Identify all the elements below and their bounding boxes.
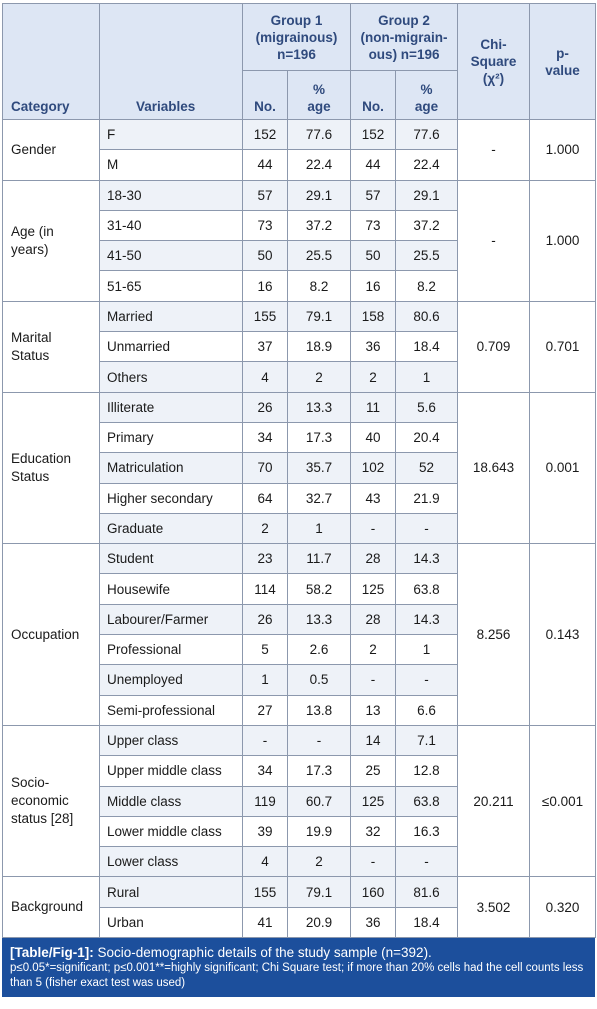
group2-count-cell: 158 — [351, 301, 396, 331]
group1-count-cell: 4 — [243, 362, 288, 392]
category-cell — [3, 725, 100, 876]
group2-count-cell: - — [351, 513, 396, 543]
percent-line: age — [414, 99, 439, 114]
chi-square-cell: 20.211 — [458, 725, 530, 876]
group2-count-cell: 36 — [351, 332, 396, 362]
group2-percent-cell: - — [396, 847, 458, 877]
group2-count-cell: 40 — [351, 422, 396, 452]
chi-square-cell: 0.709 — [458, 301, 530, 392]
variable-cell: Lower class — [100, 847, 243, 877]
chi-square-cell: - — [458, 120, 530, 181]
table-figure — [2, 3, 595, 997]
group1-count-cell: 2 — [243, 513, 288, 543]
group2-percent-cell: 8.2 — [396, 271, 458, 301]
group1-header — [243, 4, 351, 71]
group2-count-cell: 2 — [351, 635, 396, 665]
group1-percent-cell: 60.7 — [288, 786, 351, 816]
group1-percent-cell: 22.4 — [288, 150, 351, 180]
group1-percent-cell: 19.9 — [288, 816, 351, 846]
p-header-line: value — [545, 62, 580, 78]
group1-no-header: No. — [243, 71, 288, 120]
group2-count-cell: 36 — [351, 907, 396, 937]
group1-percent-cell: 79.1 — [288, 877, 351, 907]
category-line: years) — [11, 241, 49, 257]
p-value-cell: 1.000 — [530, 180, 596, 301]
variable-cell: 31-40 — [100, 210, 243, 240]
variable-cell: Middle class — [100, 786, 243, 816]
p-header-line: p- — [556, 45, 569, 61]
group2-percent-cell: 16.3 — [396, 816, 458, 846]
group2-percent-cell: 20.4 — [396, 422, 458, 452]
p-value-header — [530, 4, 596, 120]
group1-count-cell: 34 — [243, 756, 288, 786]
category-cell — [3, 180, 100, 301]
group2-percent-cell: 1 — [396, 362, 458, 392]
group2-header-line: ous) n=196 — [368, 46, 440, 62]
group1-percent-cell: 2 — [288, 847, 351, 877]
group2-count-cell: 44 — [351, 150, 396, 180]
group1-count-cell: 155 — [243, 877, 288, 907]
socio-demographic-table — [2, 3, 596, 938]
category-line: Marital — [11, 329, 52, 345]
group2-header — [351, 4, 458, 71]
group1-header-line: (migrainous) — [255, 29, 338, 45]
variable-cell: 51-65 — [100, 271, 243, 301]
group1-header-line: n=196 — [277, 46, 316, 62]
variable-cell: Matriculation — [100, 453, 243, 483]
group1-percent-header — [288, 71, 351, 120]
group2-no-header: No. — [351, 71, 396, 120]
group1-count-cell: 114 — [243, 574, 288, 604]
group1-count-cell: 50 — [243, 241, 288, 271]
category-cell — [3, 301, 100, 392]
group1-percent-cell: 11.7 — [288, 544, 351, 574]
chi-square-cell: 18.643 — [458, 392, 530, 543]
category-line: Gender — [11, 141, 57, 157]
group1-count-cell: 26 — [243, 392, 288, 422]
caption-note: p≤0.05*=significant; p≤0.001**=highly significant; Chi Square test; if more than 20% cells had the cell counts less than 5 (fisher exact test was used) — [10, 962, 584, 990]
group2-percent-cell: 63.8 — [396, 574, 458, 604]
category-line: Education — [11, 450, 72, 466]
p-value-cell: 0.701 — [530, 301, 596, 392]
group2-count-cell: 43 — [351, 483, 396, 513]
group1-percent-cell: 25.5 — [288, 241, 351, 271]
group1-count-cell: 34 — [243, 422, 288, 452]
group2-percent-cell: - — [396, 513, 458, 543]
group2-percent-cell: 22.4 — [396, 150, 458, 180]
group2-percent-cell: 18.4 — [396, 907, 458, 937]
group1-percent-cell: 37.2 — [288, 210, 351, 240]
group2-percent-header — [396, 71, 458, 120]
p-value-cell: 0.143 — [530, 544, 596, 726]
group1-percent-cell: 18.9 — [288, 332, 351, 362]
group2-count-cell: 13 — [351, 695, 396, 725]
group1-percent-cell: 17.3 — [288, 422, 351, 452]
group2-percent-cell: 29.1 — [396, 180, 458, 210]
chi-square-header — [458, 4, 530, 120]
group2-count-cell: 14 — [351, 725, 396, 755]
variable-cell: Married — [100, 301, 243, 331]
group2-percent-cell: 52 — [396, 453, 458, 483]
variable-cell: Lower middle class — [100, 816, 243, 846]
variable-cell: Illiterate — [100, 392, 243, 422]
group1-count-cell: 119 — [243, 786, 288, 816]
chi-header-line: (χ²) — [482, 71, 505, 86]
group1-percent-cell: 2 — [288, 362, 351, 392]
group2-count-cell: 11 — [351, 392, 396, 422]
p-value-cell: ≤0.001 — [530, 725, 596, 876]
variable-cell: 41-50 — [100, 241, 243, 271]
p-value-cell: 0.001 — [530, 392, 596, 543]
table-row — [3, 725, 596, 755]
group1-count-cell: 1 — [243, 665, 288, 695]
group1-percent-cell: 1 — [288, 513, 351, 543]
group2-count-cell: 73 — [351, 210, 396, 240]
group2-count-cell: 28 — [351, 604, 396, 634]
category-line: status [28] — [11, 811, 74, 827]
group2-count-cell: 102 — [351, 453, 396, 483]
table-row — [3, 120, 596, 150]
variable-cell: Upper middle class — [100, 756, 243, 786]
group1-count-cell: 5 — [243, 635, 288, 665]
group2-header-line: (non-migrain- — [360, 29, 448, 45]
group1-count-cell: 4 — [243, 847, 288, 877]
group2-header-line: Group 2 — [378, 12, 430, 28]
caption-title — [10, 944, 587, 961]
group1-percent-cell: 13.8 — [288, 695, 351, 725]
table-row — [3, 301, 596, 331]
group1-percent-cell: 0.5 — [288, 665, 351, 695]
group2-percent-cell: 81.6 — [396, 877, 458, 907]
group2-percent-cell: 6.6 — [396, 695, 458, 725]
table-row — [3, 180, 596, 210]
group1-count-cell: - — [243, 725, 288, 755]
group2-count-cell: 28 — [351, 544, 396, 574]
group1-percent-cell: 20.9 — [288, 907, 351, 937]
category-cell — [3, 120, 100, 181]
category-cell — [3, 877, 100, 938]
variable-cell: M — [100, 150, 243, 180]
category-line: Status — [11, 468, 50, 484]
variable-cell: Others — [100, 362, 243, 392]
group2-count-cell: - — [351, 665, 396, 695]
group1-percent-cell: 13.3 — [288, 604, 351, 634]
variables-header: Variables — [100, 4, 243, 120]
group1-percent-cell: 2.6 — [288, 635, 351, 665]
group1-percent-cell: 79.1 — [288, 301, 351, 331]
p-value-cell: 0.320 — [530, 877, 596, 938]
category-line: Background — [11, 899, 84, 915]
group1-count-cell: 37 — [243, 332, 288, 362]
category-line: Age (in — [11, 223, 54, 239]
variable-cell: Higher secondary — [100, 483, 243, 513]
variable-cell: Unmarried — [100, 332, 243, 362]
group1-percent-cell: 13.3 — [288, 392, 351, 422]
group1-count-cell: 155 — [243, 301, 288, 331]
variable-cell: Graduate — [100, 513, 243, 543]
group2-percent-cell: 14.3 — [396, 544, 458, 574]
variable-cell: Labourer/Farmer — [100, 604, 243, 634]
variable-cell: F — [100, 120, 243, 150]
group1-percent-cell: 17.3 — [288, 756, 351, 786]
category-line: Socio- — [11, 775, 50, 791]
group1-percent-cell: 77.6 — [288, 120, 351, 150]
group1-percent-cell: 35.7 — [288, 453, 351, 483]
p-value-cell: 1.000 — [530, 120, 596, 181]
variable-cell: Rural — [100, 877, 243, 907]
group1-header-line: Group 1 — [270, 12, 323, 28]
category-line: Status — [11, 347, 50, 363]
group2-percent-cell: - — [396, 665, 458, 695]
group2-count-cell: 152 — [351, 120, 396, 150]
category-header: Category — [3, 4, 100, 120]
category-cell — [3, 544, 100, 726]
group2-percent-cell: 14.3 — [396, 604, 458, 634]
category-line: Occupation — [11, 626, 80, 642]
category-line: economic — [11, 793, 69, 809]
variable-cell: Housewife — [100, 574, 243, 604]
variable-cell: Semi-professional — [100, 695, 243, 725]
group1-percent-cell: 29.1 — [288, 180, 351, 210]
group2-count-cell: 125 — [351, 574, 396, 604]
variable-cell: Upper class — [100, 725, 243, 755]
variable-cell: 18-30 — [100, 180, 243, 210]
table-body — [3, 120, 596, 938]
group1-count-cell: 44 — [243, 150, 288, 180]
percent-line: % — [313, 82, 326, 97]
group1-count-cell: 41 — [243, 907, 288, 937]
group2-percent-cell: 1 — [396, 635, 458, 665]
group2-count-cell: 32 — [351, 816, 396, 846]
table-caption — [2, 938, 595, 997]
variable-cell: Primary — [100, 422, 243, 452]
group2-count-cell: 57 — [351, 180, 396, 210]
group1-count-cell: 26 — [243, 604, 288, 634]
group1-count-cell: 39 — [243, 816, 288, 846]
variable-cell: Urban — [100, 907, 243, 937]
group1-count-cell: 152 — [243, 120, 288, 150]
group2-percent-cell: 21.9 — [396, 483, 458, 513]
group1-count-cell: 73 — [243, 210, 288, 240]
group1-percent-cell: 8.2 — [288, 271, 351, 301]
group1-count-cell: 16 — [243, 271, 288, 301]
group2-percent-cell: 63.8 — [396, 786, 458, 816]
group2-percent-cell: 80.6 — [396, 301, 458, 331]
group1-count-cell: 64 — [243, 483, 288, 513]
group2-percent-cell: 12.8 — [396, 756, 458, 786]
chi-square-cell: 8.256 — [458, 544, 530, 726]
variable-cell: Unemployed — [100, 665, 243, 695]
caption-text: Socio-demographic details of the study sample (n=392). — [93, 945, 432, 961]
table-row — [3, 544, 596, 574]
chi-header-line: Square — [470, 54, 517, 69]
group1-count-cell: 57 — [243, 180, 288, 210]
group2-percent-cell: 77.6 — [396, 120, 458, 150]
group2-percent-cell: 5.6 — [396, 392, 458, 422]
table-row — [3, 392, 596, 422]
variable-cell: Student — [100, 544, 243, 574]
category-cell — [3, 392, 100, 543]
variable-cell: Professional — [100, 635, 243, 665]
group2-count-cell: 125 — [351, 786, 396, 816]
group2-percent-cell: 25.5 — [396, 241, 458, 271]
group2-percent-cell: 37.2 — [396, 210, 458, 240]
caption-label: [Table/Fig-1]: — [10, 945, 94, 961]
chi-header-line: Chi- — [480, 37, 507, 52]
group2-count-cell: 25 — [351, 756, 396, 786]
group1-percent-cell: 32.7 — [288, 483, 351, 513]
chi-square-cell: - — [458, 180, 530, 301]
group2-count-cell: 50 — [351, 241, 396, 271]
group2-count-cell: 160 — [351, 877, 396, 907]
chi-square-cell: 3.502 — [458, 877, 530, 938]
table-row — [3, 877, 596, 907]
group1-count-cell: 27 — [243, 695, 288, 725]
percent-line: % — [420, 82, 433, 97]
group2-percent-cell: 18.4 — [396, 332, 458, 362]
group2-count-cell: 2 — [351, 362, 396, 392]
group1-percent-cell: - — [288, 725, 351, 755]
group2-percent-cell: 7.1 — [396, 725, 458, 755]
percent-line: age — [307, 99, 331, 114]
table-header — [3, 4, 596, 120]
group1-percent-cell: 58.2 — [288, 574, 351, 604]
group2-count-cell: 16 — [351, 271, 396, 301]
group1-count-cell: 70 — [243, 453, 288, 483]
group2-count-cell: - — [351, 847, 396, 877]
group1-count-cell: 23 — [243, 544, 288, 574]
